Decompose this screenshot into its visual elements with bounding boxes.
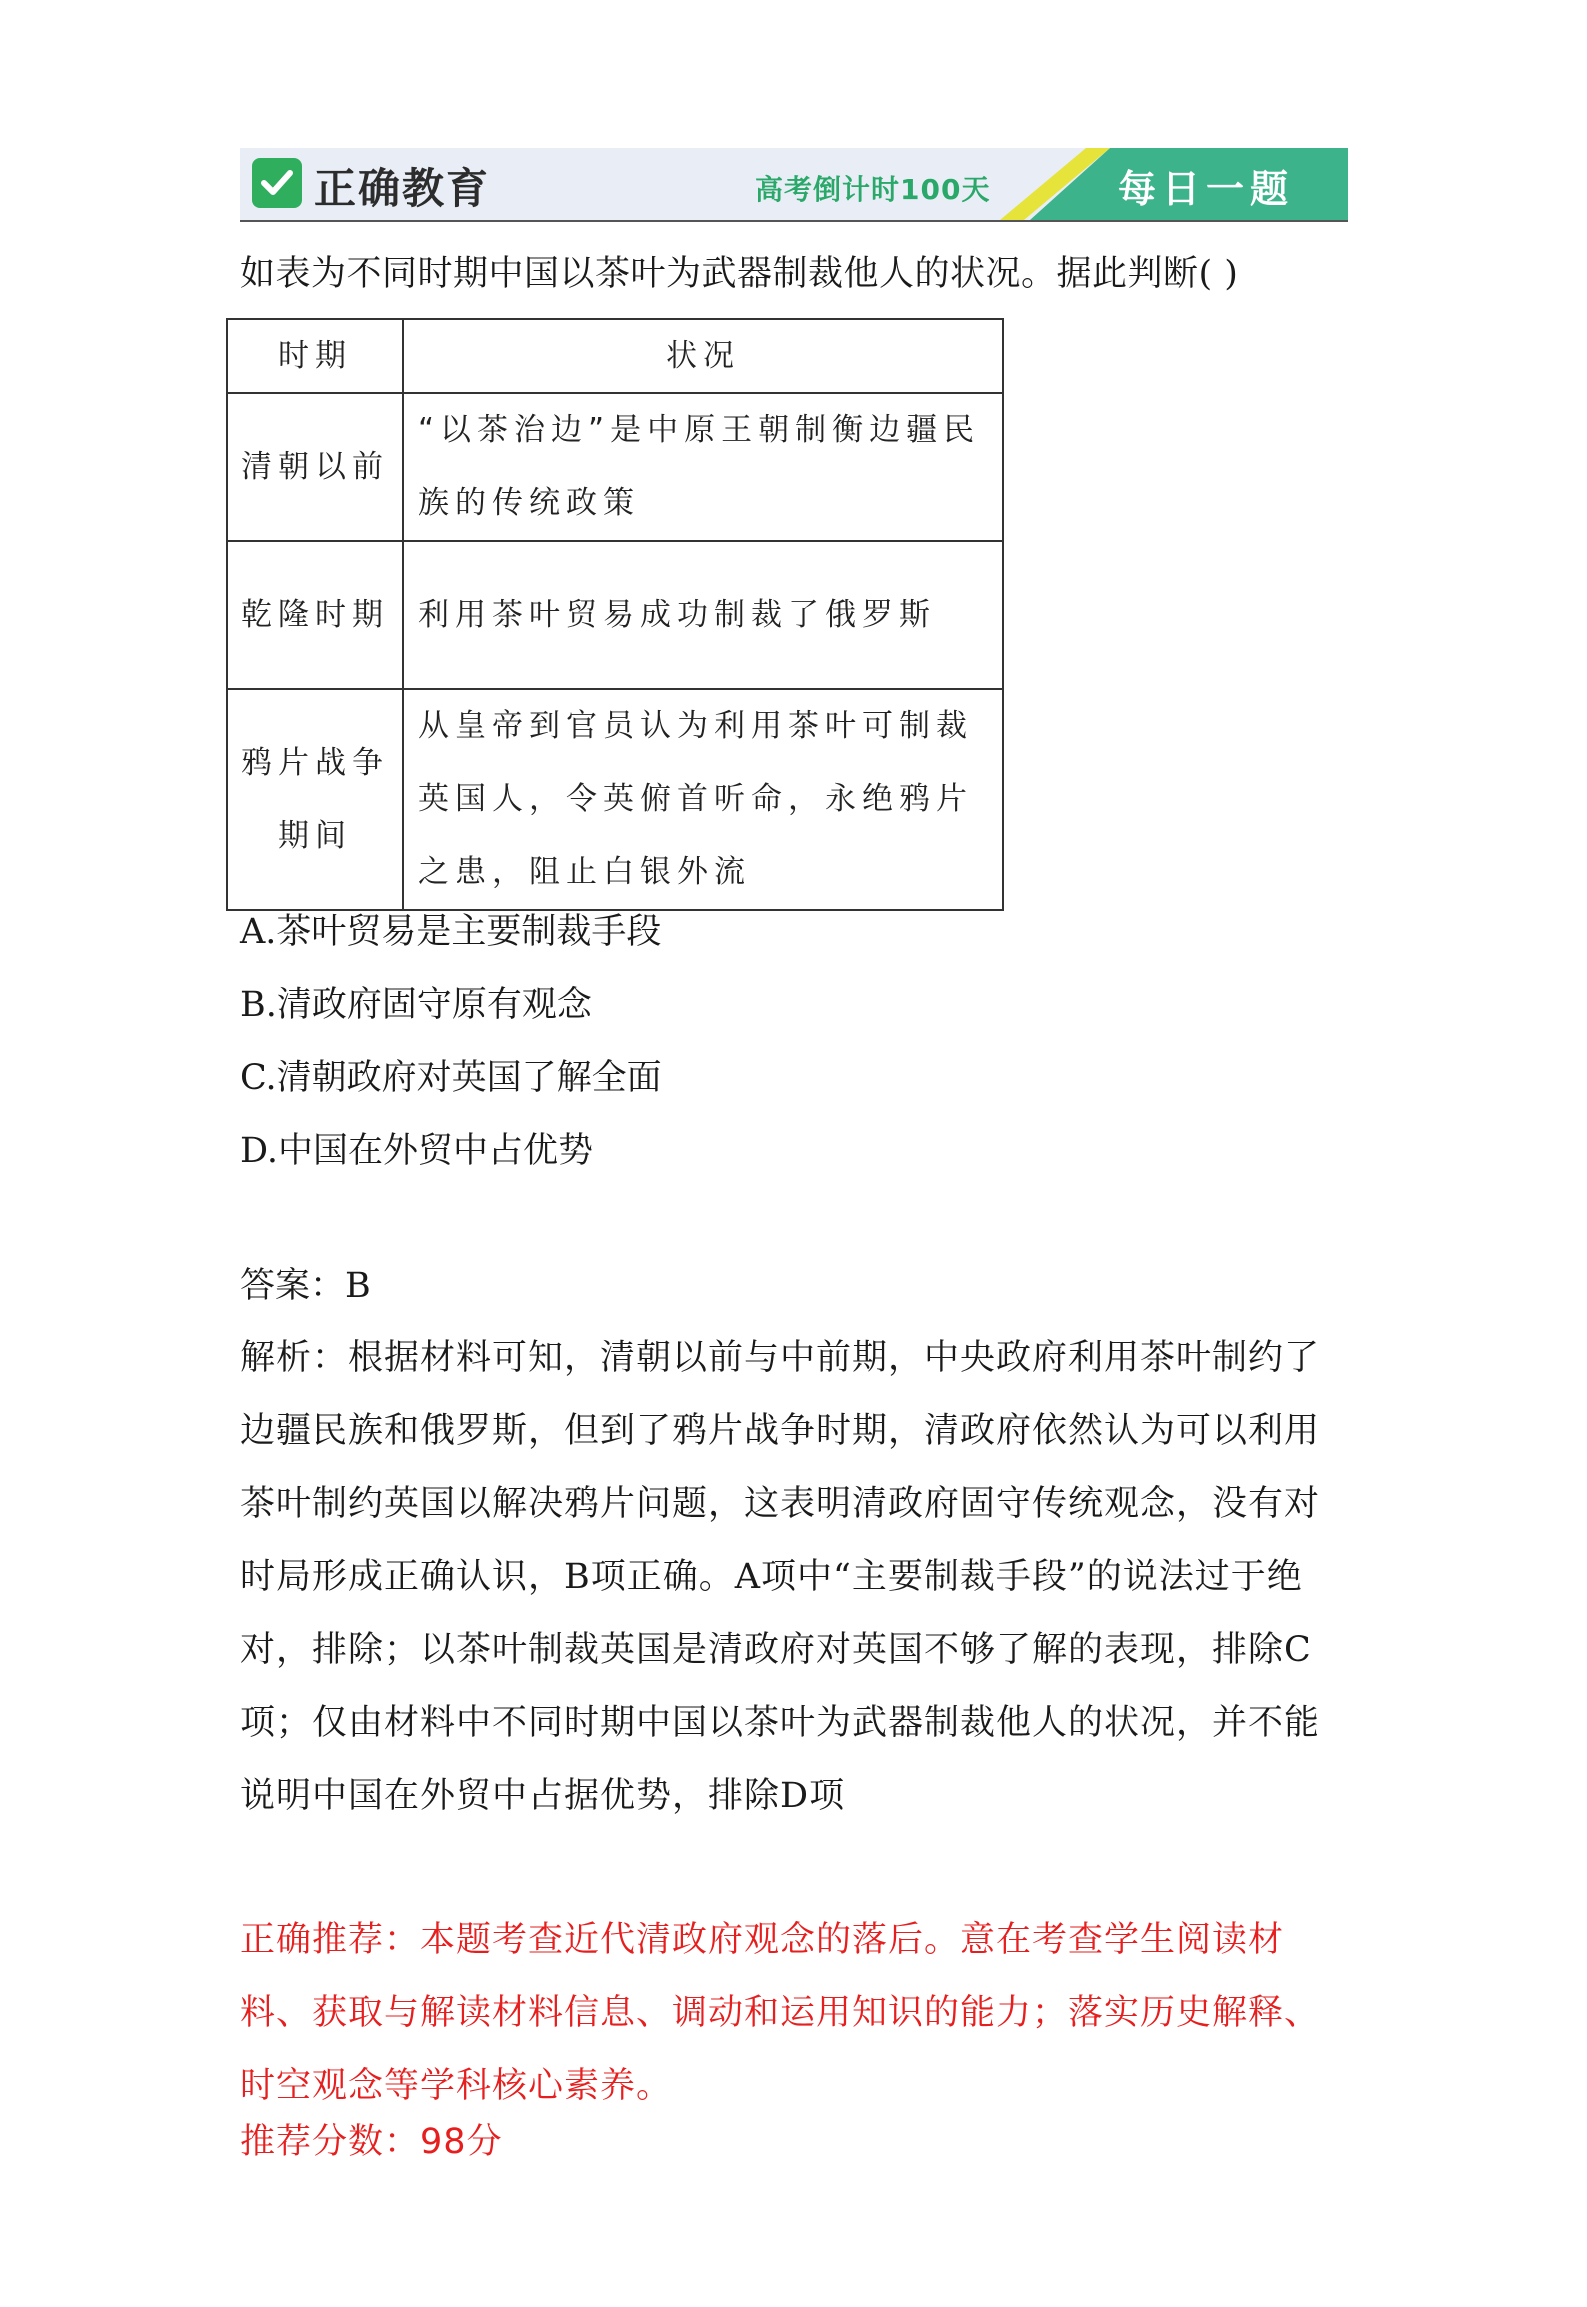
daily-question-label: 每日一题: [1118, 167, 1295, 211]
question-text: 如表为不同时期中国以茶叶为武器制裁他人的状况。据此判断( ): [240, 254, 1239, 294]
option-d: D.中国在外贸中占优势: [240, 1131, 593, 1171]
table-header-period: 时期: [227, 319, 403, 393]
table-cell-period: 鸦片战争期间: [227, 689, 403, 910]
header-divider: [240, 220, 1348, 222]
data-table: [226, 318, 1004, 911]
table-header-row: [227, 319, 1003, 393]
table-cell-status: 从皇帝到官员认为利用茶叶可制裁英国人，令英俯首听命，永绝鸦片之患，阻止白银外流: [403, 689, 1003, 910]
recommend-score: 推荐分数：98分: [240, 2122, 503, 2162]
option-b: B.清政府固守原有观念: [240, 985, 592, 1025]
table-header-status: 状况: [403, 319, 1003, 393]
recommendation-text: 正确推荐：本题考查近代清政府观念的落后。意在考查学生阅读材料、获取与解读材料信息、调动和运用知识的能力；落实历史解释、时空观念等学科核心素养。: [240, 1920, 1321, 2106]
option-c: C.清朝政府对英国了解全面: [240, 1058, 662, 1098]
options-list: [240, 902, 662, 1194]
analysis-text: 解析：根据材料可知，清朝以前与中前期，中央政府利用茶叶制约了边疆民族和俄罗斯，但到了鸦片战争时期，清政府依然认为可以利用茶叶制约英国以解决鸦片问题，这表明清政府固守传统观念，没有对时局形成正确认识，B项正确。A项中“主要制裁手段”的说法过于绝对，排除；以茶叶制裁英国是清政府对英国不够了解的表现，排除C项；仅由材料中不同时期中国以茶叶为武器制裁他人的状况，并不能说明中国在外贸中占据优势，排除D项: [240, 1338, 1321, 1816]
countdown-text: 高考倒计时100天: [755, 173, 991, 206]
option-a: A.茶叶贸易是主要制裁手段: [240, 912, 662, 952]
checkmark-icon: [252, 158, 302, 208]
table-cell-period: 乾隆时期: [227, 541, 403, 689]
table-row: [227, 689, 1003, 910]
header-banner: [240, 148, 1348, 220]
answer-text: 答案：B: [240, 1266, 371, 1306]
table-cell-status: 利用茶叶贸易成功制裁了俄罗斯: [403, 541, 1003, 689]
table-row: [227, 541, 1003, 689]
table-row: [227, 393, 1003, 541]
table-cell-period: 清朝以前: [227, 393, 403, 541]
table-cell-status: “以茶治边”是中原王朝制衡边疆民族的传统政策: [403, 393, 1003, 541]
brand-name: 正确教育: [314, 164, 491, 213]
